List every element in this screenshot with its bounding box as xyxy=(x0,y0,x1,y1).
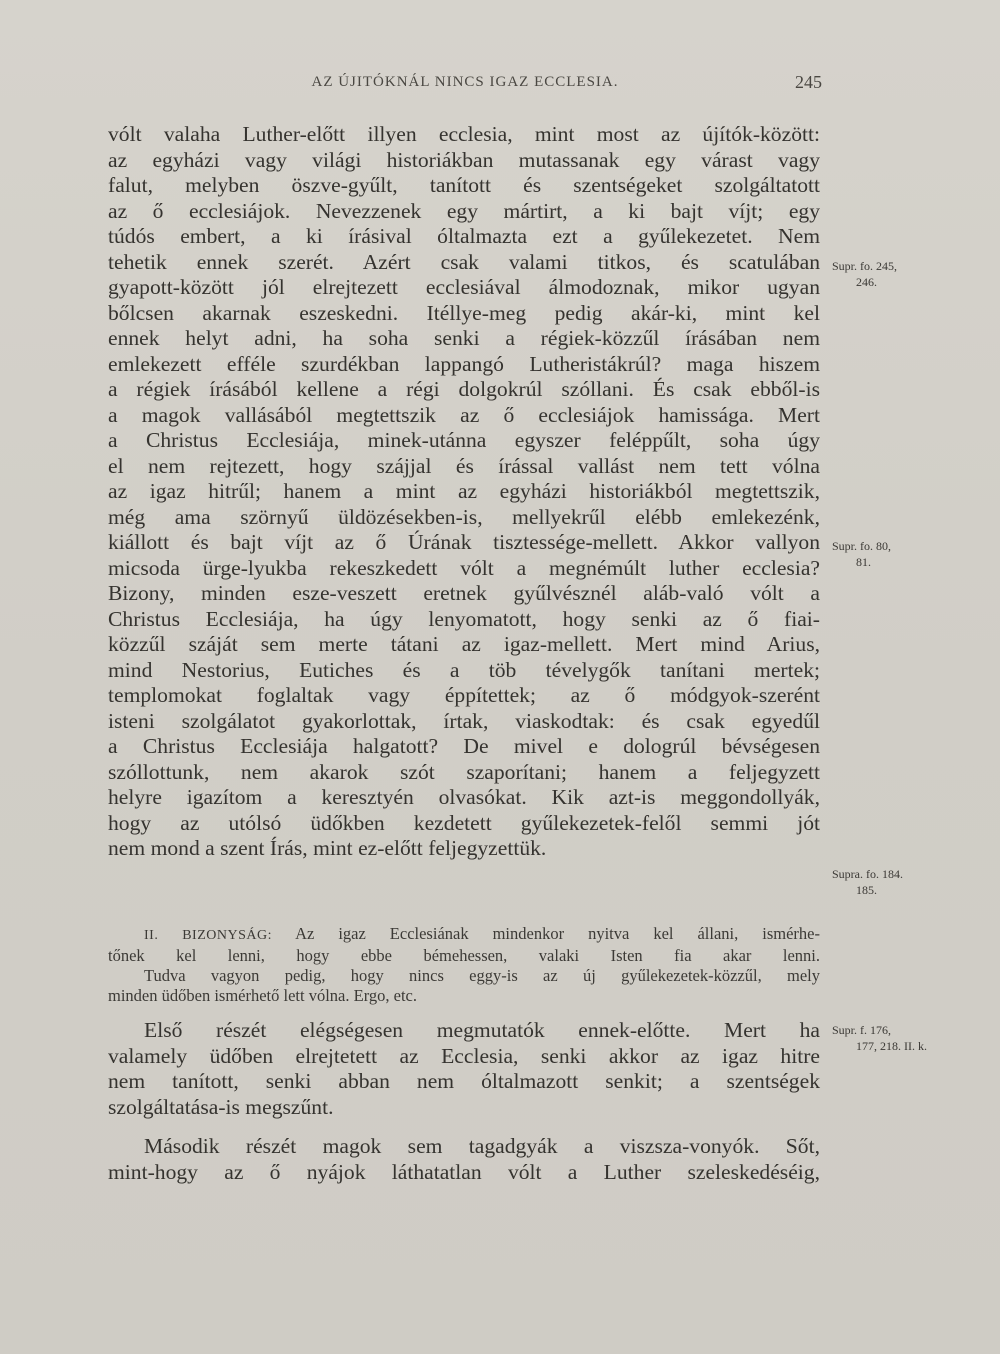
margin-note-line: Supr. fo. 245, xyxy=(832,259,898,273)
margin-note xyxy=(832,1022,927,1054)
footnote-line: minden üdőben ismérhető lett vólna. Ergo, etc. xyxy=(108,986,417,1005)
margin-note-line: 177, 218. II. k. xyxy=(856,1039,927,1053)
text-line: gyapott-között jól elrejtezett ecclesiával álmodoznak, mikor ugyan xyxy=(108,275,820,299)
text-line: valamely üdőben elrejtetett az Ecclesia, senki akkor az igaz hitre xyxy=(108,1043,820,1068)
running-title: AZ ÚJITÓKNÁL NINCS IGAZ ECCLESIA. xyxy=(311,74,619,90)
text-line: el nem rejtezett, hogy szájjal és írással vallást nem tett vólna xyxy=(108,453,820,478)
margin-note-line: 185. xyxy=(856,883,877,897)
text-line: szóllottunk, nem akarok szót szaporítani; hanem a feljegyzett xyxy=(108,759,820,784)
margin-note-line: 81. xyxy=(856,555,871,569)
text-line: Második részét magok sem tagadgyák a viszsza-vonyók. Sőt, xyxy=(144,1134,820,1158)
text-line: isteni szolgálatot gyakorlottak, írtak, viaskodtak: és csak egyedűl xyxy=(108,708,820,733)
footnote-line: tőnek kel lenni, hogy ebbe bémehessen, valaki Isten fia akar lenni. xyxy=(108,946,820,965)
main-paragraph xyxy=(108,122,820,862)
footnote-text: Az igaz Ecclesiának mindenkor nyitva kel állani, ismérhe- xyxy=(295,924,820,943)
text-line: falut, melyben öszve-gyűlt, tanított és szentségeket szolgáltatott xyxy=(108,173,820,197)
text-line: kiállott és bajt víjt az ő Úrának tisztessége-mellett. Akkor vallyon xyxy=(108,530,820,554)
text-line: tehetik ennek szerét. Azért csak valami titkos, és scatulában xyxy=(108,249,820,274)
text-line: hogy az utólsó üdőkben kezdetett gyűlekezetek-felől semmi jót xyxy=(108,810,820,835)
text-line: templomokat foglaltak vagy éppítettek; az ő módgyok-szerént xyxy=(108,683,820,707)
text-line: ennek helyt adni, ha soha senki a régiek-közzűl írásában nem xyxy=(108,326,820,350)
text-line: túdós embert, a ki írásival óltalmazta ezt a gyűlekezetet. Nem xyxy=(108,224,820,248)
page-header xyxy=(108,70,822,100)
text-line: Christus Ecclesiája, ha úgy lenyomatott, hogy senki az ő fiai- xyxy=(108,606,820,631)
text-line: a régiek írásából kellene a régi dolgokrúl szóllani. És csak ebből-is xyxy=(108,377,820,401)
margin-note-line: 246. xyxy=(856,275,877,289)
text-line: nem mond a szent Írás, mint ez-előtt feljegyzettük. xyxy=(108,836,547,860)
bizonysag-note xyxy=(108,924,820,1006)
text-line: Bizony, minden esze-veszett eretnek gyűlvésznél aláb-való vólt a xyxy=(108,581,820,605)
footnote-line xyxy=(108,924,820,946)
paragraph-elso xyxy=(108,1018,820,1120)
text-line: vólt valaha Luther-előtt illyen ecclesia, mint most az újítók-között: xyxy=(108,122,820,146)
margin-note-line: Supra. fo. 184. xyxy=(832,867,903,881)
text-line: szolgáltatása-is megszűnt. xyxy=(108,1094,334,1119)
text-line: még ama szörnyű üldözésekben-is, mellyekrűl elébb emlekezénk, xyxy=(108,504,820,529)
margin-note-line: Supr. f. 176, xyxy=(832,1023,892,1037)
text-line: mint-hogy az ő nyájok láthatatlan vólt a Luther szeleskedéséig, xyxy=(108,1159,820,1184)
text-line: a Christus Ecclesiája, minek-utánna egyszer feléppűlt, soha úgy xyxy=(108,428,820,452)
margin-note-line: Supr. fo. 80, xyxy=(832,539,892,553)
text-line: a Christus Ecclesiája halgatott? De mivel e dologrúl bévségesen xyxy=(108,734,820,758)
margin-note xyxy=(832,538,891,570)
footnote-heading: II. BIZONYSÁG: xyxy=(144,928,272,943)
paragraph-masodik xyxy=(108,1134,820,1185)
text-line: micsoda ürge-lyukba rekeszkedett vólt a megnémúlt luther ecclesia? xyxy=(108,555,820,580)
text-line: mind Nestorius, Eutiches és a töb tévelygők tanítani mertek; xyxy=(108,657,820,682)
text-line: az ő ecclesiájok. Nevezzenek egy mártirt, a ki bajt víjt; egy xyxy=(108,198,820,223)
text-line: bőlcsen akarnak eszeskedni. Itéllye-meg pedig akár-ki, mint kel xyxy=(108,300,820,325)
footnote-line: Tudva vagyon pedig, hogy nincs eggy-is az új gyűlekezetek-közzűl, mely xyxy=(144,966,820,985)
text-line: Első részét elégségesen megmutatók ennek-előtte. Mert ha xyxy=(144,1018,820,1042)
text-line: emlekezett efféle szurdékban lappangó Lutheristákrúl? maga hiszem xyxy=(108,351,820,376)
margin-note xyxy=(832,258,897,290)
text-line: az igaz hitrűl; hanem a mint az egyházi historiákból megtettszik, xyxy=(108,479,820,503)
margin-note xyxy=(832,866,903,898)
text-line: közzűl száját sem merte tátani az igaz-mellett. Mert mind Arius, xyxy=(108,632,820,656)
text-line: az egyházi vagy világi historiákban mutassanak egy várast vagy xyxy=(108,147,820,172)
text-line: nem tanított, senki abban nem óltalmazott senkit; a szentségek xyxy=(108,1069,820,1093)
text-line: a magok vallásából megtettszik az ő ecclesiájok hamissága. Mert xyxy=(108,402,820,427)
page-number: 245 xyxy=(795,72,822,92)
text-line: helyre igazítom a keresztyén olvasókat. Kik azt-is meggondollyák, xyxy=(108,785,820,809)
